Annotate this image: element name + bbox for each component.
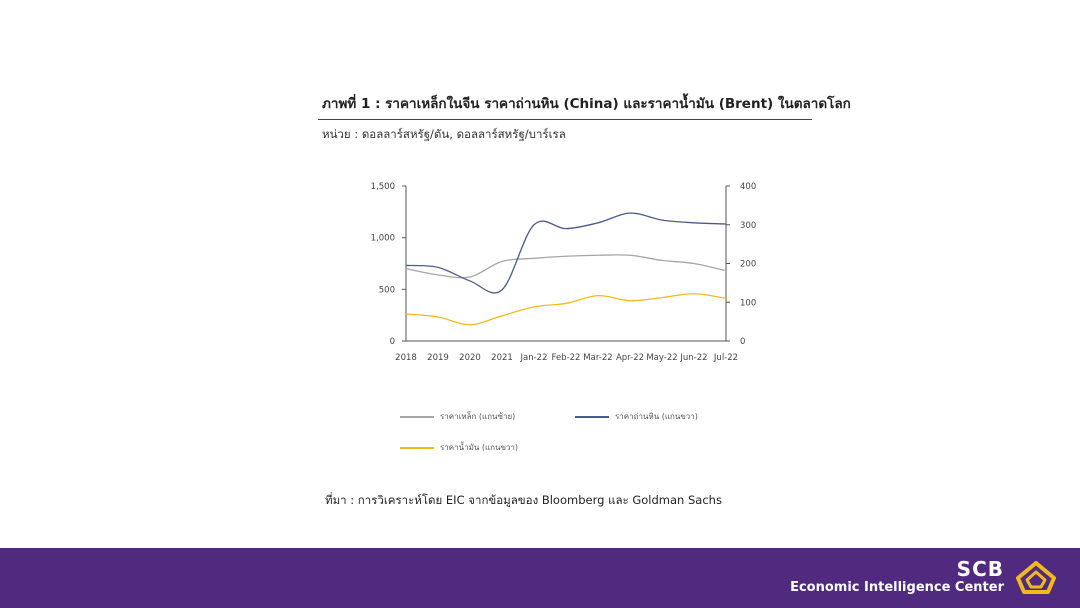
legend-item-coal	[575, 410, 698, 423]
brand-name: SCB	[956, 557, 1004, 581]
right-tick-label: 0	[740, 337, 746, 347]
source-note: ที่มา : การวิเคราะห์โดย EIC จากข้อมูลของ Bloomberg และ Goldman Sachs	[325, 493, 722, 507]
series-line-oil	[406, 294, 726, 325]
x-tick-label: Jul-22	[713, 353, 739, 363]
x-tick-label: 2019	[427, 353, 449, 363]
right-tick-label: 200	[740, 259, 757, 270]
x-tick-label: Jan-22	[520, 353, 548, 363]
legend-item-oil	[400, 441, 518, 454]
x-tick-label: Jun-22	[680, 353, 708, 363]
left-tick-label: 1,500	[370, 182, 395, 192]
chart-title: ภาพที่ 1 : ราคาเหล็กในจีน ราคาถ่านหิน (China) และราคาน้ำมัน (Brent) ในตลาดโลก	[322, 96, 851, 112]
brand-subtitle: Economic Intelligence Center	[790, 580, 1004, 595]
legend-item-steel	[400, 410, 515, 423]
left-tick-label: 500	[378, 285, 395, 296]
x-tick-label: 2021	[491, 353, 513, 363]
x-tick-labels	[395, 353, 738, 363]
series-line-coal	[406, 213, 726, 293]
unit-label: หน่วย : ดอลลาร์สหรัฐ/ตัน, ดอลลาร์สหรัฐ/บาร์เรล	[322, 127, 566, 141]
line-chart	[360, 170, 760, 370]
legend-label-steel: ราคาเหล็ก (แกนซ้าย)	[440, 412, 516, 421]
x-tick-label: Apr-22	[615, 353, 645, 363]
x-tick-label: 2018	[395, 353, 417, 363]
legend-label-coal: ราคาถ่านหิน (แกนขวา)	[615, 412, 698, 421]
legend-swatch-steel	[400, 416, 434, 418]
x-tick-label: Mar-22	[583, 353, 613, 363]
chart-legend	[400, 410, 740, 460]
x-tick-label: Feb-22	[551, 353, 581, 363]
chart-lines	[406, 213, 726, 325]
left-tick-label: 1,000	[370, 233, 395, 244]
right-tick-label: 300	[740, 220, 757, 231]
left-tick-label: 0	[389, 337, 395, 347]
legend-swatch-coal	[575, 416, 609, 418]
legend-swatch-oil	[400, 447, 434, 449]
right-tick-label: 100	[740, 298, 757, 309]
brand-block	[790, 558, 1004, 596]
scb-house-logo-icon	[1014, 560, 1058, 596]
legend-label-oil: ราคาน้ำมัน (แกนขวา)	[440, 443, 519, 452]
title-divider	[318, 119, 812, 120]
right-tick-label: 400	[740, 182, 757, 192]
footer-bar	[0, 548, 1080, 608]
x-tick-label: May-22	[646, 353, 678, 363]
x-tick-label: 2020	[459, 353, 481, 363]
